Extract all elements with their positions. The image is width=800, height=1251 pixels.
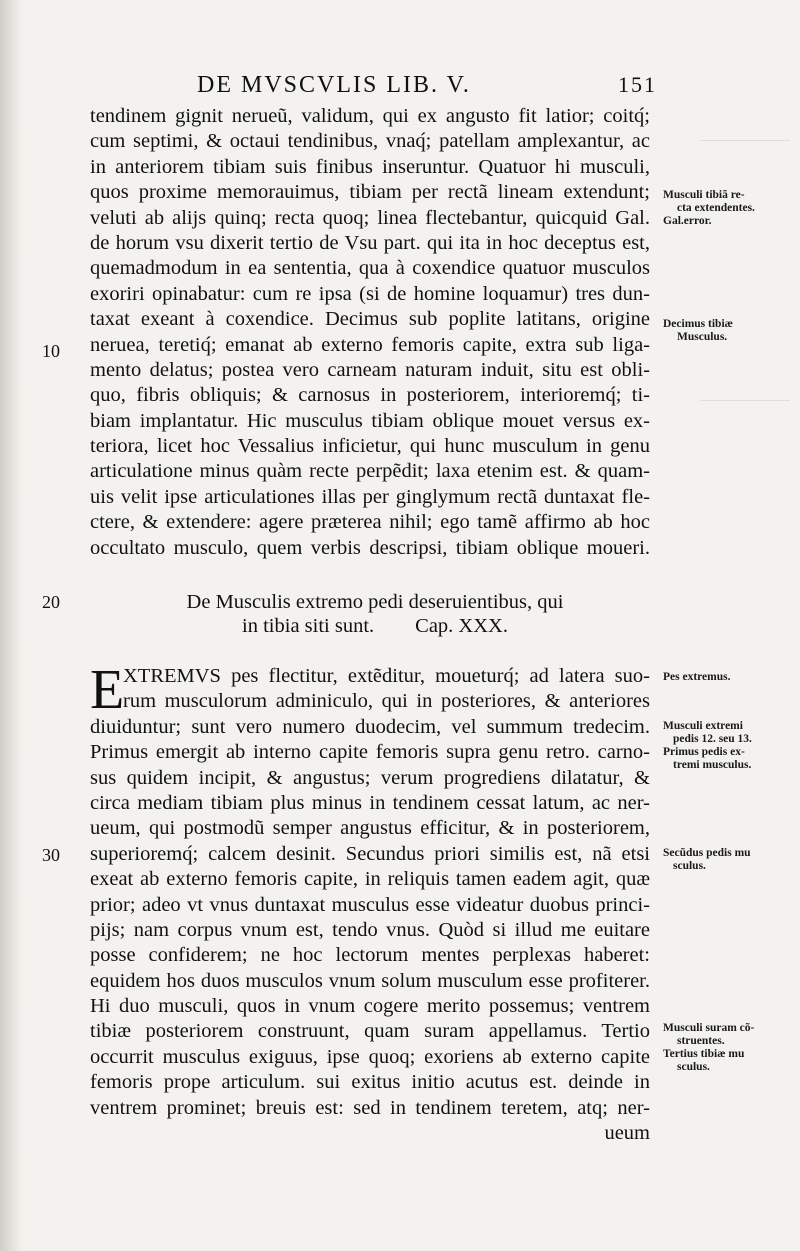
text-line: occurrit musculus exiguus, ipse quoq; exoriens ab externo capite — [90, 1045, 650, 1068]
text-line: Primus emergit ab interno capite femoris supra genu retro. carno- — [90, 741, 650, 764]
text-line: ctere, & extendere: agere præterea nihil; ego tamẽ affirmo ab hoc — [90, 511, 650, 534]
line-number: 30 — [42, 845, 60, 865]
catchword: ueum — [604, 1122, 650, 1145]
chapter-heading-line-1: De Musculis extremo pedi deseruientibus, qui — [186, 591, 564, 613]
margin-note: Musculi tibiã re- cta extendentes. Gal.error. — [663, 189, 755, 227]
text-line: taxat exeant à coxendice. Decimus sub poplite latitans, origine — [90, 308, 650, 331]
text-line: prior; adeo vt vnus duntaxat musculus esse videatur duobus princi- — [90, 893, 650, 916]
chapter-heading — [140, 591, 610, 638]
margin-note: Secũdus pedis mu sculus. — [663, 847, 751, 872]
line-number: 20 — [42, 592, 60, 612]
text-line: quo, fibris obliquis; & carnosus in posteriorem, interioremq́; ti- — [90, 384, 650, 407]
line-number: 10 — [42, 341, 60, 361]
text-line: equidem hos duos musculos vnum solum musculum esse profiterer. — [90, 969, 650, 992]
text-line: neruea, teretiq́; emanat ab externo femoris capite, extra sub liga- — [90, 333, 650, 356]
text-line: mento delatus; postea vero carneam naturam induit, situ est obli- — [90, 358, 650, 381]
text-line: occultato musculo, quem verbis descripsi, tibiam oblique moueri. — [90, 536, 650, 559]
body-text-section-1 — [90, 104, 650, 561]
margin-note: Musculi extremi pedis 12. seu 13. Primus pedis ex- tremi musculus. — [663, 720, 752, 771]
text-line: exeat ab externo femoris capite, in reliquis tamen eadem agit, quæ — [90, 868, 650, 891]
page-number: 151 — [618, 72, 657, 97]
text-line: circa mediam tibiam plus minus in tendinem cessat latum, ac ner- — [90, 791, 650, 814]
body-text-section-2 — [90, 659, 650, 1146]
text-line: cum septimi, & octaui tendinibus, vnaq́; patellam amplexantur, ac — [90, 130, 650, 153]
text-line: pijs; nam corpus vnum est, tendo vnus. Quòd si illud me euitare — [90, 918, 650, 941]
show-through-texture — [700, 400, 790, 461]
text-line: uis velit ipse articulationes illas per ginglymum rectã duntaxat fle- — [90, 485, 650, 508]
text-line: veluti ab alijs quinq; recta quoq; linea flectebantur, quicquid Gal. — [90, 206, 650, 229]
chapter-heading-line-2: in tibia siti sunt. Cap. XXX. — [242, 614, 508, 637]
running-title: DE MVSCVLIS LIB. V. — [197, 72, 471, 98]
text-line: biam implantatur. Hic musculus tibiam oblique mouet versus ex- — [90, 409, 650, 432]
text-line: ueum, qui postmodũ semper angustus efficitur, & in posteriorem, — [90, 817, 650, 840]
text-line: teriora, licet hoc Vessalius inficietur, qui hunc musculum in genu — [90, 435, 650, 458]
text-line: diuiduntur; sunt vero numero duodecim, vel summum tredecim. — [90, 715, 650, 738]
text-line: tendinem gignit nerueũ, validum, qui ex angusto fit latior; coitq́; — [90, 105, 650, 127]
margin-note: Musculi suram cõ- struentes. Tertius tibiæ mu sculus. — [663, 1022, 755, 1073]
text-line: quos proxime memorauimus, tibiam per rectã lineam extendunt; — [90, 181, 650, 204]
text-line: XTREMVS pes flectitur, extẽditur, moueturq́; ad latera suo- — [123, 665, 650, 687]
text-line: exoriri opinabatur: cum re ipsa (si de homine loquamur) tres dun- — [90, 282, 650, 305]
text-line: quemadmodum in ea sententia, qua à coxendice quatuor musculos — [90, 257, 650, 280]
margin-note: Pes extremus. — [663, 671, 731, 683]
text-line: articulatione minus quàm recte perpẽdit; laxa etenim est. & quam- — [90, 460, 650, 483]
running-header — [197, 72, 657, 106]
show-through-texture — [700, 140, 790, 201]
text-line: de horum vsu dixerit tertio de Vsu part. qui ita in hoc deceptus est, — [90, 231, 650, 254]
text-line: tibiæ posteriorem construunt, quam suram appellamus. Tertio — [90, 1020, 650, 1043]
drop-cap: E — [90, 659, 125, 721]
text-line: femoris prope articulum. sui exitus initio acutus est. deinde in — [90, 1071, 650, 1094]
text-line: superioremq́; calcem desinit. Secundus priori similis est, nã etsi — [90, 842, 650, 865]
margin-note: Decimus tibiæ Musculus. — [663, 318, 733, 343]
text-line: Hi duo musculi, quos in vnum cogere merito possemus; ventrem — [90, 995, 650, 1018]
text-line: rum musculorum adminiculo, qui in posteriores, & anteriores — [123, 690, 650, 713]
text-line: in anteriorem tibiam suis finibus inseruntur. Quatuor hi musculi, — [90, 155, 650, 178]
text-line: posse confiderem; ne hoc lectorum mentes perplexas haberet: — [90, 944, 650, 967]
text-line: sus quidem incipit, & angustus; verum progrediens dilatatur, & — [90, 766, 650, 789]
text-line: ventrem prominet; breuis est: sed in tendinem teretem, atq; ner- — [90, 1096, 650, 1119]
page-binding-edge — [0, 0, 22, 1251]
